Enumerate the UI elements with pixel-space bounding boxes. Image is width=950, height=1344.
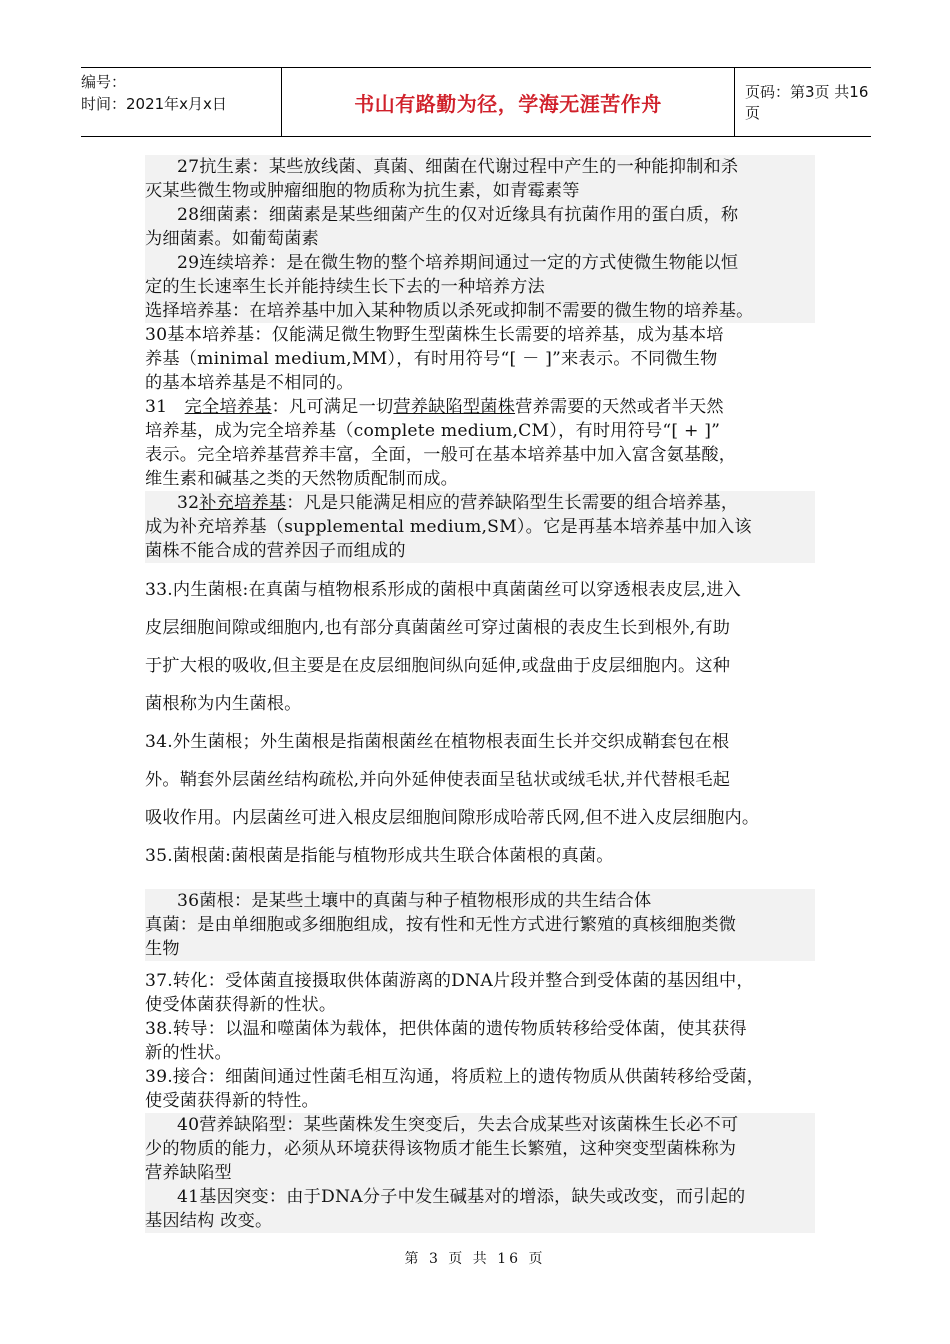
document-body [145, 155, 815, 1233]
text-line: 32补充培养基：凡是只能满足相应的营养缺陷型生长需要的组合培养基， [145, 491, 815, 515]
text-line: 37.转化：受体菌直接摄取供体菌游离的DNA片段并整合到受体菌的基因组中， [145, 971, 754, 991]
line-gap [145, 563, 815, 571]
page-header [81, 67, 871, 137]
text-line: 33.内生菌根:在真菌与植物根系形成的菌根中真菌菌丝可以穿透根表皮层,进入 [145, 580, 741, 600]
text-line: 30基本培养基：仅能满足微生物野生型菌株生长需要的培养基，成为基本培 [145, 325, 724, 345]
text-line: 定的生长速率生长并能持续生长下去的一种培养方法 [145, 275, 815, 299]
line-gap [145, 961, 815, 969]
text-line: 的基本培养基是不相同的。 [145, 373, 354, 393]
text-line: 基因结构 改变。 [145, 1209, 815, 1233]
text-line: 营养缺陷型 [145, 1161, 815, 1185]
text-line: 皮层细胞间隙或细胞内,也有部分真菌菌丝可穿过菌根的表皮生长到根外,有助 [145, 618, 731, 638]
text-line: 41基因突变：由于DNA分子中发生碱基对的增添，缺失或改变，而引起的 [145, 1185, 815, 1209]
text-line: 于扩大根的吸收,但主要是在皮层细胞间纵向延伸,或盘曲于皮层细胞内。这种 [145, 656, 731, 676]
text-line: 29连续培养：是在微生物的整个培养期间通过一定的方式使微生物能以恒 [145, 251, 815, 275]
text-line: 真菌：是由单细胞或多细胞组成，按有性和无性方式进行繁殖的真核细胞类微 [145, 913, 815, 937]
text-line: 菌根称为内生菌根。 [145, 694, 302, 714]
text-line: 培养基，成为完全培养基（complete medium,CM），有时用符号“[ + ]” [145, 421, 721, 441]
text-line: 使受体菌获得新的性状。 [145, 995, 337, 1015]
text-line: 35.菌根菌:菌根菌是指能与植物形成共生联合体菌根的真菌。 [145, 846, 614, 866]
text-line: 菌株不能合成的营养因子而组成的 [145, 539, 815, 563]
text-line: 39.接合：细菌间通过性菌毛相互沟通，将质粒上的遗传物质从供菌转移给受菌， [145, 1067, 765, 1087]
text-line: 表示。完全培养基营养丰富，全面，一般可在基本培养基中加入富含氨基酸， [145, 445, 737, 465]
underlined-term: 完全培养基 [184, 397, 272, 417]
text-line: 外。鞘套外层菌丝结构疏松,并向外延伸使表面呈毡状或绒毛状,并代替根毛起 [145, 770, 731, 790]
header-motto: 书山有路勤为径，学海无涯苦作舟 [282, 68, 735, 136]
text-line: 28细菌素：细菌素是某些细菌产生的仅对近缘具有抗菌作用的蛋白质，称 [145, 203, 815, 227]
text-line: 31 完全培养基：凡可满足一切营养缺陷型菌株营养需要的天然或者半天然 [145, 397, 724, 417]
text-line: 灭某些微生物或肿瘤细胞的物质称为抗生素，如青霉素等 [145, 179, 815, 203]
header-meta-cell [81, 68, 282, 136]
text-line: 维生素和碱基之类的天然物质配制而成。 [145, 469, 458, 489]
text-line: 使受菌获得新的特性。 [145, 1091, 319, 1111]
serial-label: 编号： [81, 73, 127, 91]
underlined-term: 营养缺陷型菌株 [393, 397, 516, 417]
text-line: 27抗生素：某些放线菌、真菌、细菌在代谢过程中产生的一种能抑制和杀 [145, 155, 815, 179]
text-line: 为细菌素。如葡萄菌素 [145, 227, 815, 251]
date-line: 时间：2021年x月x日 [81, 95, 227, 113]
text-line: 40营养缺陷型：某些菌株发生突变后，失去合成某些对该菌株生长必不可 [145, 1113, 815, 1137]
text-line: 新的性状。 [145, 1043, 232, 1063]
text-line: 少的物质的能力，必须从环境获得该物质才能生长繁殖，这种突变型菌株称为 [145, 1137, 815, 1161]
text-line: 养基（minimal medium,MM），有时用符号“[ － ]”来表示。不同微生物 [145, 349, 718, 369]
page-footer: 第 3 页 共 16 页 [404, 1251, 546, 1267]
text-line: 36菌根：是某些土壤中的真菌与种子植物根形成的共生结合体 [145, 889, 815, 913]
text-line: 吸收作用。内层菌丝可进入根皮层细胞间隙形成哈蒂氏网,但不进入皮层细胞内。 [145, 808, 760, 828]
line-gap [145, 875, 815, 889]
text-line: 选择培养基：在培养基中加入某种物质以杀死或抑制不需要的微生物的培养基。 [145, 299, 815, 323]
text-line: 生物 [145, 937, 815, 961]
header-page-info: 页码：第3页 共16页 [745, 83, 869, 122]
text-line: 成为补充培养基（supplemental medium,SM）。它是再基本培养基中加入该 [145, 515, 815, 539]
underlined-term: 补充培养基 [199, 493, 287, 513]
text-line: 34.外生菌根；外生菌根是指菌根菌丝在植物根表面生长并交织成鞘套包在根 [145, 732, 730, 752]
text-line: 38.转导：以温和噬菌体为载体，把供体菌的遗传物质转移给受体菌，使其获得 [145, 1019, 747, 1039]
